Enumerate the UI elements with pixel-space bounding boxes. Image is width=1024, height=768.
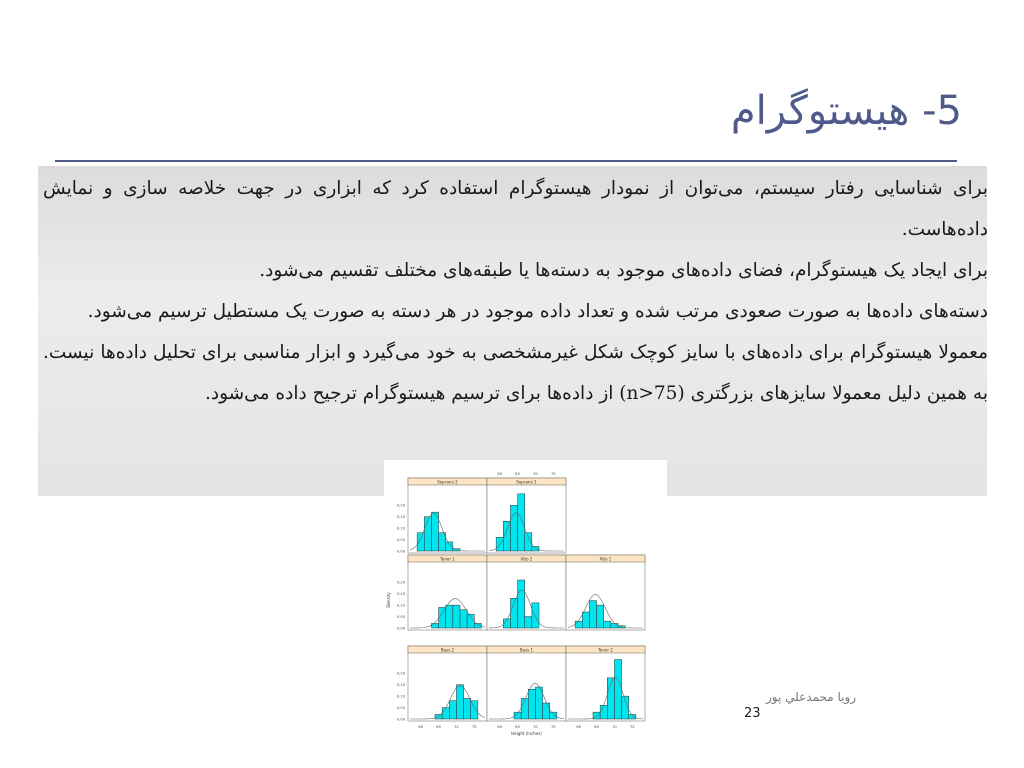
histogram-bar	[532, 603, 539, 628]
x-tick-label: 65	[515, 725, 520, 729]
histogram-bar	[417, 533, 424, 551]
histogram-bar	[521, 698, 528, 719]
histogram-bar	[446, 542, 453, 551]
histogram-bar	[424, 517, 431, 551]
histogram-bar	[525, 617, 532, 628]
x-tick-label: 60	[576, 725, 582, 729]
author-name: رويا محمدعلي پور	[766, 690, 857, 704]
histogram-bar	[597, 605, 604, 628]
histogram-bar	[532, 546, 539, 551]
y-tick-label: 0.10	[396, 694, 405, 699]
histogram-bar	[518, 580, 525, 628]
x-tick-label-top: 75	[550, 472, 556, 476]
histogram-bar	[614, 660, 621, 719]
histogram-bar	[496, 537, 503, 551]
histogram-lattice-chart	[384, 460, 667, 737]
x-axis-label: Height (inches)	[511, 731, 542, 736]
accent-bar-blue	[0, 512, 25, 768]
x-tick-label-top: 65	[515, 472, 520, 476]
accent-bar-yellow	[0, 0, 25, 256]
panel-title: Soprano 2	[437, 479, 458, 485]
y-tick-label: 0.10	[396, 603, 405, 608]
y-tick-label: 0.15	[396, 683, 405, 688]
paragraph-1: برای شناسایی رفتار سیستم، می‌توان از نمودار هیستوگرام استفاده کرد که ابزاری در جهت خلاصه سازی و نمایش داده‌هاست.	[43, 178, 988, 240]
histogram-bar	[604, 621, 611, 628]
histogram-bar	[582, 612, 589, 628]
paragraph-2: برای ایجاد یک هیستوگرام، فضای داده‌های موجود به دسته‌ها یا طبقه‌های مختلف تقسیم می‌شود.	[259, 260, 988, 281]
histogram-bar	[589, 601, 596, 628]
histogram-bar	[467, 614, 474, 628]
histogram-bar	[460, 610, 467, 628]
y-tick-label: 0.20	[396, 503, 405, 508]
x-tick-label-top: 70	[533, 472, 538, 476]
histogram-bar	[442, 708, 449, 719]
histogram-bar	[456, 685, 463, 719]
x-tick-label: 70	[454, 725, 459, 729]
histogram-bar	[453, 605, 460, 628]
y-tick-label: 0.00	[396, 626, 405, 631]
histogram-bar	[528, 689, 535, 719]
y-axis-label: Density	[386, 592, 391, 608]
y-tick-label: 0.15	[396, 515, 405, 520]
histogram-bar	[449, 701, 456, 719]
page-number: 23	[744, 706, 761, 721]
x-tick-label: 60	[418, 725, 424, 729]
x-tick-label: 60	[497, 725, 503, 729]
y-tick-label: 0.05	[396, 614, 405, 619]
x-tick-label: 75	[471, 725, 477, 729]
panel-title: Alto 2	[520, 556, 533, 562]
title-divider	[55, 160, 957, 162]
histogram-bar	[543, 703, 550, 719]
panel-title: Alto 1	[599, 556, 612, 562]
panel-title: Tenor 1	[440, 556, 455, 562]
histogram-bar	[518, 494, 525, 551]
histogram-bar	[439, 607, 446, 628]
y-tick-label: 0.05	[396, 537, 405, 542]
y-tick-label: 0.20	[396, 671, 405, 676]
paragraph-3: دسته‌های داده‌ها به صورت صعودی مرتب شده و تعداد داده موجود در هر دسته به صورت یک مستطیل ترسیم می‌شود.	[87, 301, 988, 322]
histogram-bar	[600, 705, 607, 719]
paragraph-4: معمولا هیستوگرام برای داده‌های با سایز کوچک شکل غیرمشخصی به خود می‌گیرد و ابزار مناسبی برای تحلیل داده‌ها نیست. به همین دلیل معمولا سایزهای بزرگتری (n>75) از داده‌ها برای ترسیم هیستوگرام ترجیح داده می‌شود.	[43, 342, 988, 404]
panel-title: Bass 1	[519, 647, 534, 653]
slide-title: 5- هیستوگرام	[730, 88, 962, 134]
histogram-bar	[550, 712, 557, 719]
histogram-bar	[446, 605, 453, 628]
histogram-bar	[464, 698, 471, 719]
x-tick-label: 70	[612, 725, 617, 729]
histogram-bar	[575, 621, 582, 628]
y-tick-label: 0.05	[396, 705, 405, 710]
x-tick-label: 65	[436, 725, 441, 729]
y-tick-label: 0.00	[396, 717, 405, 722]
histogram-bar	[471, 701, 478, 719]
accent-bar-red	[0, 256, 25, 512]
x-tick-label: 70	[533, 725, 538, 729]
x-tick-label: 65	[594, 725, 599, 729]
y-tick-label: 0.00	[396, 549, 405, 554]
histogram-bar	[435, 714, 442, 719]
x-tick-label: 75	[550, 725, 556, 729]
y-tick-label: 0.20	[396, 580, 405, 585]
histogram-figure	[384, 460, 667, 737]
y-tick-label: 0.15	[396, 592, 405, 597]
histogram-bar	[510, 505, 517, 551]
body-text	[43, 168, 988, 414]
panel-frame	[566, 555, 645, 630]
panel-title: Bass 2	[440, 647, 455, 653]
x-tick-label: 75	[629, 725, 635, 729]
x-tick-label-top: 60	[497, 472, 503, 476]
panel-title: Tenor 2	[598, 647, 613, 653]
panel-title: Soprano 1	[516, 479, 537, 485]
y-tick-label: 0.10	[396, 526, 405, 531]
histogram-bar	[611, 623, 618, 628]
